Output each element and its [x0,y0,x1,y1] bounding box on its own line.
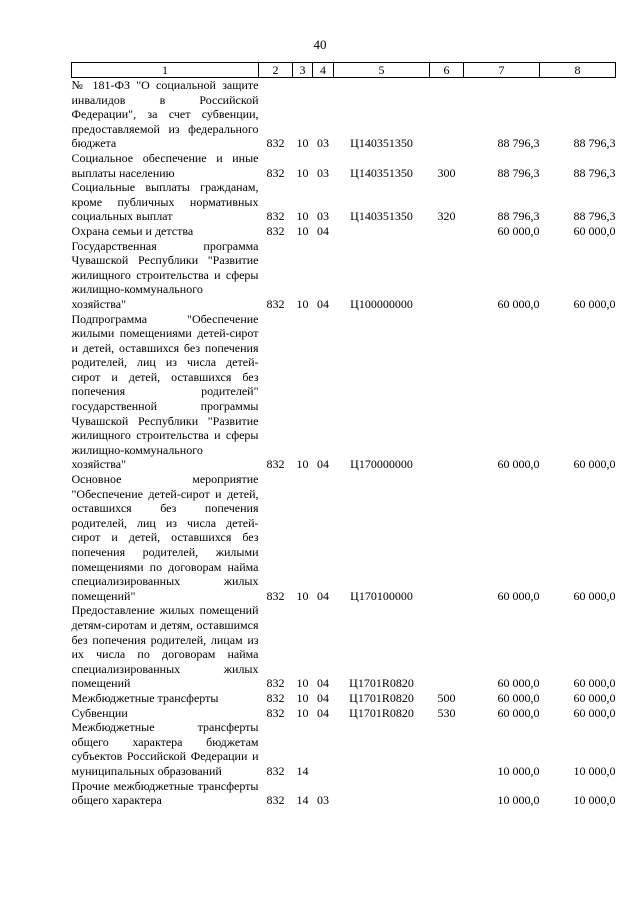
amount-year-1: 60 000,0 [497,690,540,705]
ministry-code: 832 [266,676,285,691]
amount-year-1: 60 000,0 [497,676,540,691]
row-name: Социальные выплаты гражданам, кроме публичных нормативных социальных выплат [71,180,259,224]
row-name: Межбюджетные трансферты [71,690,219,705]
table-row [72,312,616,473]
row-name: № 181-ФЗ "О социальной защите инвалидов в Российской Федерации", за счет субвенции, предоставляемой из федерального бюджета [71,78,259,151]
amount-year-2: 60 000,0 [573,457,616,472]
amount-year-2: 60 000,0 [573,588,616,603]
amount-year-2: 10 000,0 [573,793,616,808]
subsection-code: 03 [317,209,329,224]
ministry-code: 832 [266,136,285,151]
row-name: Социальное обеспечение и иные выплаты населению [71,150,259,180]
amount-year-1: 60 000,0 [497,588,540,603]
section-code: 10 [296,209,309,224]
amount-year-1: 60 000,0 [497,457,540,472]
ministry-code: 832 [266,690,285,705]
subsection-code: 04 [317,296,329,311]
target-article-code: Ц140351350 [350,209,413,224]
table-row [72,603,616,691]
expense-type-code [430,472,464,603]
target-article-code: Ц170000000 [350,457,413,472]
amount-year-2: 88 796,3 [573,209,616,224]
section-code: 10 [296,690,309,705]
section-code: 14 [296,793,309,808]
column-header: 8 [540,63,616,78]
table-row [72,239,616,312]
amount-year-1: 88 796,3 [497,136,540,151]
section-code: 10 [296,296,309,311]
budget-table [71,62,616,808]
subsection-code: 03 [317,136,329,151]
amount-year-1: 60 000,0 [497,705,540,720]
table-row [72,78,616,151]
column-number-header-row [72,63,616,78]
target-article-code [334,779,430,808]
ministry-code: 832 [266,223,285,238]
target-article-code: Ц140351350 [350,165,413,180]
column-header: 7 [464,63,540,78]
ministry-code: 832 [266,165,285,180]
target-article-code: Ц1701R0820 [349,690,414,705]
target-article-code: Ц100000000 [350,296,413,311]
section-code: 10 [296,588,309,603]
table-row [72,720,616,778]
table-row [72,691,616,706]
subsection-code: 04 [317,223,329,238]
target-article-code: Ц140351350 [350,136,413,151]
subsection-code: 04 [317,690,329,705]
row-name: Предоставление жилых помещений детям-сиротам и детям, оставшимся без попечения родителей, лицам из их числа по договорам найма специализированных жилых помещений [71,603,259,691]
section-code: 10 [296,136,309,151]
section-code: 10 [296,457,309,472]
expense-type-code: 300 [437,165,456,180]
subsection-code: 04 [317,457,329,472]
table-row [72,779,616,808]
section-code: 10 [296,223,309,238]
section-code: 10 [296,705,309,720]
target-article-code [334,720,430,778]
amount-year-1: 60 000,0 [497,223,540,238]
section-code: 14 [296,763,309,778]
section-code: 10 [296,676,309,691]
row-name: Субвенции [71,705,128,720]
expense-type-code [430,224,464,239]
ministry-code: 832 [266,763,285,778]
column-header: 6 [430,63,464,78]
table-row [72,706,616,721]
subsection-code: 04 [317,676,329,691]
section-code: 10 [296,165,309,180]
target-article-code: Ц1701R0820 [349,705,414,720]
row-name: Межбюджетные трансферты общего характера бюджетам субъектов Российской Федерации и муниципальных образований [71,720,259,778]
expense-type-code: 530 [437,705,456,720]
subsection-code: 03 [317,793,329,808]
table-row [72,472,616,603]
column-header: 1 [72,63,259,78]
table-row [72,224,616,239]
ministry-code: 832 [266,588,285,603]
row-name: Охрана семьи и детства [71,223,194,238]
expense-type-code [430,78,464,151]
amount-year-2: 60 000,0 [573,690,616,705]
column-header: 5 [334,63,430,78]
ministry-code: 832 [266,209,285,224]
expense-type-code: 500 [437,690,456,705]
row-name: Подпрограмма "Обеспечение жилыми помещениями детей-сирот и детей, оставшихся без попечения родителей, лиц из числа детей-сирот и детей, оставшихся без попечения родителей" государственной программы Чувашской Республики "Развитие жилищного строительства и сферы жилищно-коммунального хозяйства" [71,311,259,472]
row-name: Прочие межбюджетные трансферты общего характера [71,778,259,808]
expense-type-code [430,239,464,312]
amount-year-2: 10 000,0 [573,763,616,778]
amount-year-1: 88 796,3 [497,209,540,224]
expense-type-code [430,720,464,778]
amount-year-2: 88 796,3 [573,165,616,180]
column-header: 3 [293,63,313,78]
subsection-code: 03 [317,165,329,180]
ministry-code: 832 [266,457,285,472]
amount-year-1: 10 000,0 [497,763,540,778]
page-number: 40 [313,37,327,52]
expense-type-code [430,779,464,808]
column-header: 2 [259,63,293,78]
subsection-code [313,720,334,778]
ministry-code: 832 [266,705,285,720]
table-row [72,151,616,180]
ministry-code: 832 [266,793,285,808]
expense-type-code: 320 [437,209,456,224]
row-name: Основное мероприятие "Обеспечение детей-сирот и детей, оставшихся без попечения родителей, лиц из числа детей-сирот и детей, оставшихся без попечения родителей, жилыми помещениями по договорам найма специализированных жилых помещений" [71,472,259,603]
amount-year-2: 60 000,0 [573,296,616,311]
expense-type-code [430,603,464,691]
subsection-code: 04 [317,705,329,720]
amount-year-2: 88 796,3 [573,136,616,151]
budget-table-body [72,78,616,808]
target-article-code: Ц1701R0820 [349,676,414,691]
amount-year-1: 60 000,0 [497,296,540,311]
amount-year-2: 60 000,0 [573,223,616,238]
expense-type-code [430,312,464,473]
column-header: 4 [313,63,334,78]
amount-year-2: 60 000,0 [573,705,616,720]
amount-year-1: 10 000,0 [497,793,540,808]
row-name: Государственная программа Чувашской Республики "Развитие жилищного строительства и сферы жилищно-коммунального хозяйства" [71,238,259,311]
ministry-code: 832 [266,296,285,311]
target-article-code [334,224,430,239]
table-row [72,180,616,224]
target-article-code: Ц170100000 [350,588,413,603]
amount-year-2: 60 000,0 [573,676,616,691]
subsection-code: 04 [317,588,329,603]
amount-year-1: 88 796,3 [497,165,540,180]
